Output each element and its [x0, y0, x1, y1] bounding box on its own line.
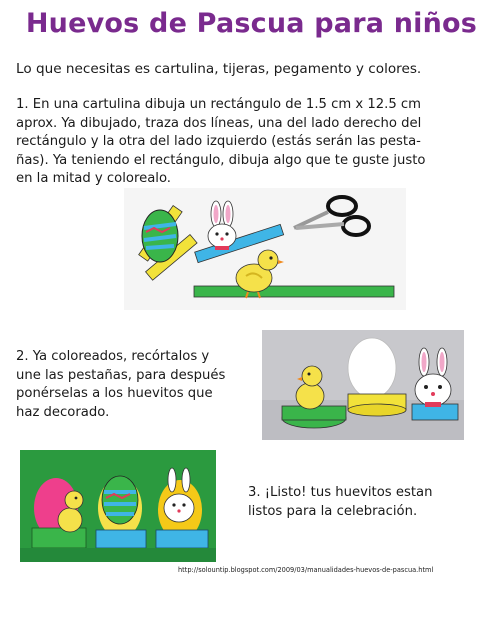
- step-1-line: rectángulo y la otra del lado izquierdo (estás serán las pesta-: [16, 134, 421, 149]
- step-2-line: 2. Ya coloreados, recórtalos y: [16, 349, 210, 364]
- step-3-text: [248, 484, 488, 521]
- step-3-line: listos para la celebración.: [248, 503, 418, 519]
- step-2-line: une las pestañas, para después: [16, 367, 226, 383]
- step-2-line: ponérselas a los huevitos que: [16, 386, 213, 401]
- step-1-line: 1. En una cartulina dibuja un rectángulo de 1.5 cm x 12.5 cm: [16, 97, 422, 112]
- step-2-line: haz decorado.: [16, 404, 110, 420]
- step-1-line: en la mitad y colorealo.: [16, 171, 171, 186]
- step-1-line: ñas). Ya teniendo el rectángulo, dibuja algo que te guste justo: [16, 152, 426, 168]
- assembled-rings-photo: [262, 330, 464, 440]
- step-3-line: 3. ¡Listo! tus huevitos estan: [248, 485, 433, 500]
- step-1-text: [16, 96, 486, 189]
- craft-materials-photo: [124, 188, 406, 310]
- step-1-line: aprox. Ya dibujado, traza dos líneas, una del lado derecho del: [16, 115, 422, 131]
- step-2-text: [16, 348, 256, 422]
- source-link[interactable]: http://solountip.blogspot.com/2009/03/manualidades-huevos-de-pascua.html: [178, 566, 434, 574]
- intro-text: Lo que necesitas es cartulina, tijeras, pegamento y colores.: [16, 61, 422, 77]
- page-title: Huevos de Pascua para niños: [25, 8, 478, 39]
- finished-eggs-photo: [20, 450, 216, 562]
